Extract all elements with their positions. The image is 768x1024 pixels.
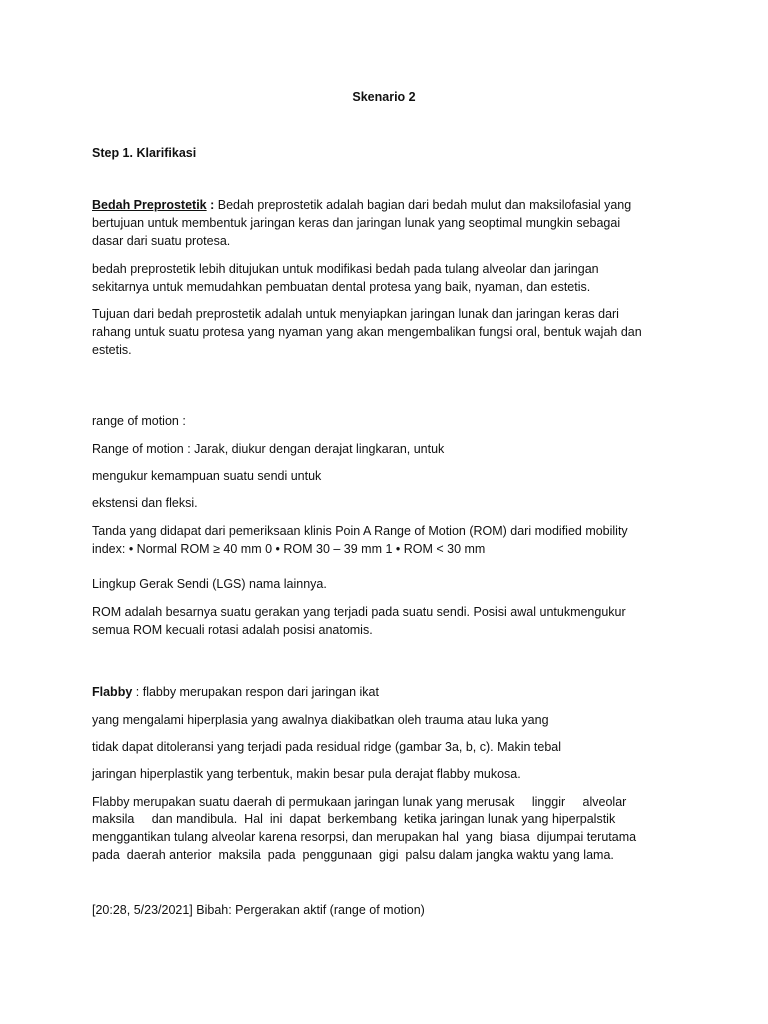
rom-line-5: index: • Normal ROM ≥ 40 mm 0 • ROM 30 – 39 mm 1 • ROM < 30 mm <box>92 542 486 556</box>
rom-line-8: semua ROM kecuali rotasi adalah posisi anatomis. <box>92 623 373 637</box>
rom-line-1: Range of motion : Jarak, diukur dengan derajat lingkaran, untuk <box>92 442 445 456</box>
flabby-line-1-text: : flabby merupakan respon dari jaringan ikat <box>132 685 379 699</box>
flabby-line-5: Flabby merupakan suatu daerah di permukaan jaringan lunak yang merusak linggir alveolar <box>92 795 627 809</box>
flabby-line-8: pada daerah anterior maksila pada penggunaan gigi palsu dalam jangka waktu yang lama. <box>92 848 614 862</box>
bedah-definition-line-1 <box>92 196 692 214</box>
rom-line-2: mengukur kemampuan suatu sendi untuk <box>92 469 322 483</box>
bedah-term: Bedah Preprostetik <box>92 198 207 212</box>
rom-line-6: Lingkup Gerak Sendi (LGS) nama lainnya. <box>92 577 327 591</box>
flabby-line-4: jaringan hiperplastik yang terbentuk, makin besar pula derajat flabby mukosa. <box>92 767 521 781</box>
bedah-separator: : <box>206 198 218 212</box>
bedah-p3-line-3: estetis. <box>92 343 132 357</box>
flabby-term: Flabby <box>92 685 133 699</box>
bedah-p3-line-2: rahang untuk suatu protesa yang nyaman yang akan mengembalikan fungsi oral, bentuk wajah dan <box>92 325 642 339</box>
bedah-p1-line-2: bertujuan untuk membentuk jaringan keras dan jaringan lunak yang seoptimal mungkin sebagai <box>92 216 621 230</box>
rom-heading: range of motion : <box>92 414 186 428</box>
rom-line-4: Tanda yang didapat dari pemeriksaan klinis Poin A Range of Motion (ROM) dari modified mobility <box>92 524 628 538</box>
chat-message-line: [20:28, 5/23/2021] Bibah: Pergerakan aktif (range of motion) <box>92 903 425 917</box>
flabby-line-1 <box>92 683 692 701</box>
bedah-p1-text: Bedah preprostetik adalah bagian dari bedah mulut dan maksilofasial yang <box>217 198 632 212</box>
rom-line-7: ROM adalah besarnya suatu gerakan yang terjadi pada suatu sendi. Posisi awal untukmengukur <box>92 605 626 619</box>
flabby-line-3: tidak dapat ditoleransi yang terjadi pada residual ridge (gambar 3a, b, c). Makin tebal <box>92 740 562 754</box>
bedah-p2-line-1: bedah preprostetik lebih ditujukan untuk modifikasi bedah pada tulang alveolar dan jaringan <box>92 262 599 276</box>
flabby-line-2: yang mengalami hiperplasia yang awalnya diakibatkan oleh trauma atau luka yang <box>92 713 549 727</box>
step-heading: Step 1. Klarifikasi <box>92 146 197 160</box>
flabby-line-6: maksila dan mandibula. Hal ini dapat berkembang ketika jaringan lunak yang hiperpalstik <box>92 812 616 826</box>
flabby-line-7: menggantikan tulang alveolar karena resorpsi, dan merupakan hal yang biasa dijumpai terutama <box>92 830 637 844</box>
bedah-p3-line-1: Tujuan dari bedah preprostetik adalah untuk menyiapkan jaringan lunak dan jaringan keras dari <box>92 307 619 321</box>
document-title: Skenario 2 <box>352 90 416 104</box>
bedah-p1-line-3: dasar dari suatu protesa. <box>92 234 231 248</box>
rom-line-3: ekstensi dan fleksi. <box>92 496 198 510</box>
bedah-p2-line-2: sekitarnya untuk memudahkan pembuatan dental protesa yang baik, nyaman, dan estetis. <box>92 280 591 294</box>
